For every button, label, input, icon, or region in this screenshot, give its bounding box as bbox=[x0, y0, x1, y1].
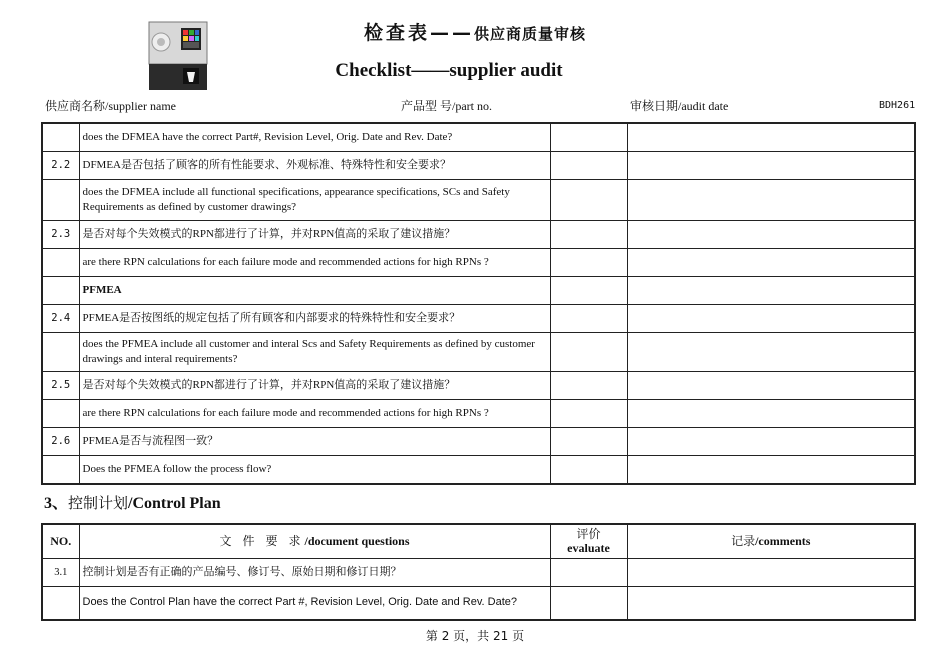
row-number: 2.6 bbox=[42, 427, 79, 455]
header-doc-en: /document questions bbox=[304, 533, 410, 548]
section-title-cn: 控制计划 bbox=[68, 494, 129, 512]
table-header-row bbox=[42, 524, 915, 558]
table-row bbox=[42, 586, 915, 620]
table-row bbox=[42, 304, 915, 332]
comments-cell[interactable] bbox=[627, 248, 915, 276]
evaluate-cell[interactable] bbox=[550, 151, 627, 179]
comments-cell[interactable] bbox=[627, 399, 915, 427]
section-title-en: /Control Plan bbox=[128, 495, 221, 512]
row-number bbox=[42, 276, 79, 304]
header-eval-en: evaluate bbox=[567, 541, 610, 556]
row-number: 2.2 bbox=[42, 151, 79, 179]
column-header-document-questions bbox=[79, 524, 550, 558]
question-cell: PFMEA是否按图纸的规定包括了所有顾客和内部要求的特殊特性和安全要求？ bbox=[79, 304, 550, 332]
question-cell: Does the Control Plan have the correct Part #, Revision Level, Orig. Date and Rev. Date? bbox=[79, 586, 550, 620]
row-number bbox=[42, 586, 79, 620]
row-number bbox=[42, 455, 79, 484]
comments-cell[interactable] bbox=[627, 586, 915, 620]
comments-cell[interactable] bbox=[627, 151, 915, 179]
title-cn-sub: 供应商质量审核 bbox=[474, 25, 587, 43]
table-row bbox=[42, 455, 915, 484]
section-title-control-plan bbox=[44, 490, 221, 513]
comments-cell[interactable] bbox=[627, 123, 915, 151]
row-number: 2.3 bbox=[42, 220, 79, 248]
question-cell: does the DFMEA have the correct Part#, Revision Level, Orig. Date and Rev. Date? bbox=[79, 123, 550, 151]
supplier-name-label: 供应商名称/supplier name bbox=[45, 99, 176, 113]
section-number: 3、 bbox=[44, 495, 69, 512]
header-doc-cn: 文 件 要 求 bbox=[219, 533, 305, 548]
evaluate-cell[interactable] bbox=[550, 304, 627, 332]
question-cell: are there RPN calculations for each failure mode and recommended actions for high RPNs ? bbox=[79, 248, 550, 276]
table-row bbox=[42, 220, 915, 248]
header-eval-cn: 评价 bbox=[576, 527, 601, 542]
comments-cell[interactable] bbox=[627, 455, 915, 484]
part-no-label: 产品型 号/part no. bbox=[401, 99, 492, 113]
row-number bbox=[42, 179, 79, 220]
audit-date-label: 审核日期/audit date bbox=[630, 99, 729, 113]
header-comments-en: /comments bbox=[755, 533, 811, 548]
question-cell: 是否对每个失效模式的RPN都进行了计算，并对RPN值高的采取了建议措施？ bbox=[79, 371, 550, 399]
evaluate-cell[interactable] bbox=[550, 586, 627, 620]
title-cn-main: 检查表—— bbox=[363, 22, 474, 44]
comments-cell[interactable] bbox=[627, 179, 915, 220]
evaluate-cell[interactable] bbox=[550, 248, 627, 276]
evaluate-cell[interactable] bbox=[550, 558, 627, 586]
checklist-table-control-plan bbox=[41, 523, 916, 621]
evaluate-cell[interactable] bbox=[550, 179, 627, 220]
table-row bbox=[42, 558, 915, 586]
question-cell: does the DFMEA include all functional specifications, appearance specifications, SCs and Safety Requirements as defined by customer drawings? bbox=[79, 179, 550, 220]
comments-cell[interactable] bbox=[627, 332, 915, 371]
table-row bbox=[42, 427, 915, 455]
question-cell: PFMEA是否与流程图一致？ bbox=[79, 427, 550, 455]
table-row bbox=[42, 151, 915, 179]
question-cell: does the PFMEA include all customer and interal Scs and Safety Requirements as defined by customer drawings and interal requirements? bbox=[79, 332, 550, 371]
row-number: 2.5 bbox=[42, 371, 79, 399]
row-number bbox=[42, 123, 79, 151]
table-row bbox=[42, 179, 915, 220]
table-row bbox=[42, 371, 915, 399]
evaluate-cell[interactable] bbox=[550, 371, 627, 399]
question-cell: 是否对每个失效模式的RPN都进行了计算，并对RPN值高的采取了建议措施？ bbox=[79, 220, 550, 248]
table-row bbox=[42, 332, 915, 371]
document-code: BDH261 bbox=[879, 100, 916, 111]
table-row bbox=[42, 123, 915, 151]
evaluate-cell[interactable] bbox=[550, 332, 627, 371]
row-number bbox=[42, 399, 79, 427]
row-number bbox=[42, 248, 79, 276]
title-chinese bbox=[0, 18, 950, 45]
row-number: 2.4 bbox=[42, 304, 79, 332]
page-number-footer: 第 2 页，共 21 页 bbox=[425, 629, 525, 643]
question-cell: DFMEA是否包括了顾客的所有性能要求、外观标准、特殊特性和安全要求？ bbox=[79, 151, 550, 179]
column-header-evaluate bbox=[550, 524, 627, 558]
comments-cell[interactable] bbox=[627, 304, 915, 332]
table-row bbox=[42, 248, 915, 276]
column-header-comments bbox=[627, 524, 915, 558]
evaluate-cell[interactable] bbox=[550, 220, 627, 248]
question-cell: 控制计划是否有正确的产品编号、修订号、原始日期和修订日期？ bbox=[79, 558, 550, 586]
table-row bbox=[42, 276, 915, 304]
checklist-table-fmea bbox=[41, 122, 916, 485]
comments-cell[interactable] bbox=[627, 371, 915, 399]
question-cell: Does the PFMEA follow the process flow? bbox=[79, 455, 550, 484]
header-comments-cn: 记录 bbox=[731, 533, 756, 548]
comments-cell[interactable] bbox=[627, 276, 915, 304]
title-english: Checklist——supplier audit bbox=[335, 60, 563, 81]
row-number bbox=[42, 332, 79, 371]
row-number: 3.1 bbox=[42, 558, 79, 586]
question-cell: are there RPN calculations for each failure mode and recommended actions for high RPNs ? bbox=[79, 399, 550, 427]
evaluate-cell[interactable] bbox=[550, 399, 627, 427]
evaluate-cell[interactable] bbox=[550, 455, 627, 484]
section-heading-pfmea: PFMEA bbox=[79, 276, 550, 304]
evaluate-cell[interactable] bbox=[550, 276, 627, 304]
comments-cell[interactable] bbox=[627, 558, 915, 586]
column-header-no: NO. bbox=[42, 524, 79, 558]
evaluate-cell[interactable] bbox=[550, 427, 627, 455]
evaluate-cell[interactable] bbox=[550, 123, 627, 151]
comments-cell[interactable] bbox=[627, 427, 915, 455]
table-row bbox=[42, 399, 915, 427]
comments-cell[interactable] bbox=[627, 220, 915, 248]
